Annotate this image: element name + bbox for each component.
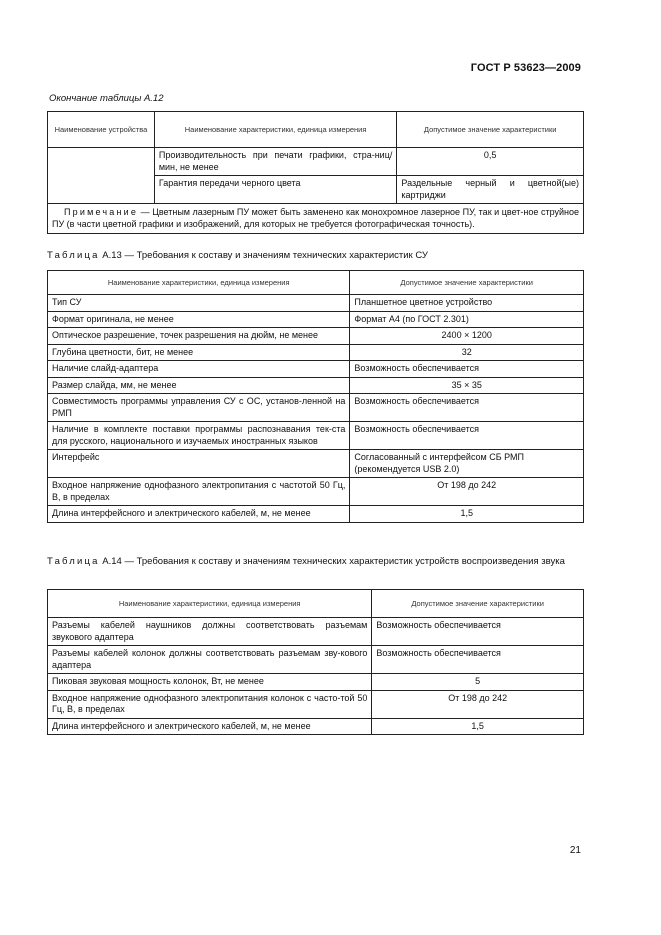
table-row xyxy=(48,646,584,674)
characteristic-name: Производительность при печати графики, стра-ниц/мин, не менее xyxy=(154,148,397,176)
characteristic-name: Глубина цветности, бит, не менее xyxy=(48,344,350,361)
characteristic-value: Раздельные черный и цветной(ые) картриджи xyxy=(397,176,584,204)
table-row xyxy=(48,506,584,523)
characteristic-value: Возможность обеспечивается xyxy=(350,361,584,378)
characteristic-name: Длина интерфейсного и электрического кабелей, м, не менее xyxy=(48,718,372,735)
table-row xyxy=(48,328,584,345)
column-header: Наименование устройства xyxy=(48,112,155,148)
characteristic-value: Планшетное цветное устройство xyxy=(350,295,584,312)
table-row xyxy=(48,450,584,478)
table-title-text: А.14 — Требования к составу и значениям технических характеристик устройств воспроизведения звука xyxy=(99,556,565,567)
characteristic-value: Возможность обеспечивается xyxy=(350,422,584,450)
characteristic-name: Совместимость программы управления СУ с ОС, установ-ленной на РМП xyxy=(48,394,350,422)
characteristic-value: От 198 до 242 xyxy=(372,690,584,718)
table-row xyxy=(48,148,584,176)
table-row xyxy=(48,361,584,378)
table-header-row xyxy=(48,112,584,148)
table-a12 xyxy=(47,111,584,234)
table-a13-title xyxy=(47,250,587,261)
table-row xyxy=(48,394,584,422)
note-label: Примечание xyxy=(64,207,139,217)
table-label: Таблица xyxy=(47,250,100,261)
note-text: — Цветным лазерным ПУ может быть заменено как монохромное лазерное ПУ, так и цвет-ное струйное ПУ (в части цветной графики и изображений, для которых не требуется фотографическая точность). xyxy=(52,207,579,229)
empty-device-cell xyxy=(48,148,155,204)
table-a14-title xyxy=(47,555,584,568)
page-number: 21 xyxy=(569,845,581,856)
table-row xyxy=(48,422,584,450)
characteristic-name: Наличие слайд-адаптера xyxy=(48,361,350,378)
table-row xyxy=(48,295,584,312)
characteristic-name: Тип СУ xyxy=(48,295,350,312)
characteristic-value: От 198 до 242 xyxy=(350,478,584,506)
table-a14 xyxy=(47,589,584,735)
characteristic-name: Входное напряжение однофазного электропитания колонок с часто-той 50 Гц, В, в пределах xyxy=(48,690,372,718)
characteristic-value: 0,5 xyxy=(397,148,584,176)
column-header: Допустимое значение характеристики xyxy=(397,112,584,148)
characteristic-name: Входное напряжение однофазного электропитания с частотой 50 Гц, В, в пределах xyxy=(48,478,350,506)
characteristic-value: 5 xyxy=(372,674,584,691)
column-header: Наименование характеристики, единица измерения xyxy=(48,590,372,618)
characteristic-value: Возможность обеспечивается xyxy=(372,646,584,674)
table-row xyxy=(48,377,584,394)
table-row xyxy=(48,690,584,718)
characteristic-name: Наличие в комплекте поставки программы распознавания тек-ста для русского, национального и изучаемых иностранных языков xyxy=(48,422,350,450)
table-title-text: А.13 — Требования к составу и значениям технических характеристик СУ xyxy=(99,250,428,261)
note-cell xyxy=(48,204,584,234)
table-row xyxy=(48,618,584,646)
characteristic-value: Возможность обеспечивается xyxy=(372,618,584,646)
column-header: Наименование характеристики, единица измерения xyxy=(48,271,350,295)
table-row xyxy=(48,478,584,506)
note-row xyxy=(48,204,584,234)
table-a12-caption: Окончание таблицы А.12 xyxy=(49,93,164,104)
characteristic-value: 32 xyxy=(350,344,584,361)
column-header: Допустимое значение характеристики xyxy=(372,590,584,618)
characteristic-value: 1,5 xyxy=(350,506,584,523)
table-row xyxy=(48,344,584,361)
characteristic-value: Согласованный с интерфейсом СБ РМП (рекомендуется USB 2.0) xyxy=(350,450,584,478)
table-row xyxy=(48,674,584,691)
column-header: Наименование характеристики, единица измерения xyxy=(154,112,397,148)
characteristic-name: Длина интерфейсного и электрического кабелей, м, не менее xyxy=(48,506,350,523)
table-label: Таблица xyxy=(47,556,100,567)
characteristic-value: 1,5 xyxy=(372,718,584,735)
characteristic-name: Размер слайда, мм, не менее xyxy=(48,377,350,394)
characteristic-name: Пиковая звуковая мощность колонок, Вт, не менее xyxy=(48,674,372,691)
characteristic-name: Гарантия передачи черного цвета xyxy=(154,176,397,204)
characteristic-value: 35 × 35 xyxy=(350,377,584,394)
characteristic-name: Разъемы кабелей колонок должны соответствовать разъемам зву-кового адаптера xyxy=(48,646,372,674)
characteristic-name: Оптическое разрешение, точек разрешения на дюйм, не менее xyxy=(48,328,350,345)
characteristic-name: Интерфейс xyxy=(48,450,350,478)
table-row xyxy=(48,718,584,735)
characteristic-value: Возможность обеспечивается xyxy=(350,394,584,422)
characteristic-value: Формат А4 (по ГОСТ 2.301) xyxy=(350,311,584,328)
table-header-row xyxy=(48,271,584,295)
column-header: Допустимое значение характеристики xyxy=(350,271,584,295)
table-header-row xyxy=(48,590,584,618)
table-row xyxy=(48,311,584,328)
characteristic-name: Формат оригинала, не менее xyxy=(48,311,350,328)
document-id: ГОСТ Р 53623—2009 xyxy=(470,62,581,74)
characteristic-name: Разъемы кабелей наушников должны соответствовать разъемам звукового адаптера xyxy=(48,618,372,646)
table-a13 xyxy=(47,270,584,523)
characteristic-value: 2400 × 1200 xyxy=(350,328,584,345)
